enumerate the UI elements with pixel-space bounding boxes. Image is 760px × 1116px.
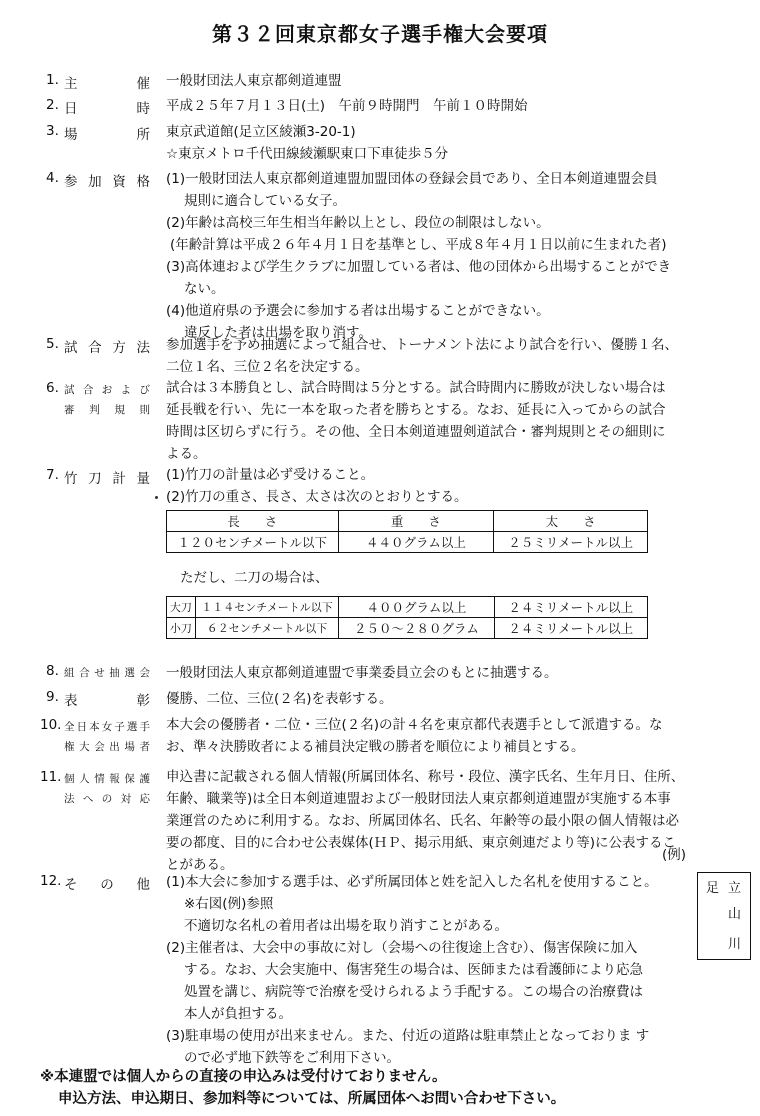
section-label: 全 日 本 女 子 選 手 権 大 会 出 場 者 <box>64 721 150 753</box>
section-body: (1)一般財団法人東京都剣道連盟加盟団体の登録会員であり、全日本剣道連盟会員 規則に適合している女子。 (2)年齢は高校三年生相当年齢以上とし、段位の制限はしない。 (年齢計算は平成２６年４月１日を基準とし、平成８年４月１日以前に生まれた者) (3)高体連および学生クラブに加盟している者は、他の団体から出場することができ ない。 (4)他道府県の予選会に参加する者は出場することができない。 違反した者は出場を取り消す。 <box>166 171 672 341</box>
section-number: 2. <box>46 97 59 113</box>
shinai-spec-table <box>166 510 648 553</box>
section-body: (1)本大会に参加する選手は、必ず所属団体と姓を記入した名札を使用すること。 ※右図(例)参照 不適切な名札の着用者は出場を取り消すことがある。 (2)主催者は、大会中の事故に対し（会場への往復途上含む）、傷害保険に加入 する。なお、大会実施中、傷害発生の場合は、医師または看護師により応急 処置を講じ、病院等で治療を受けられるよう手配する。この場合の治療費は 本人が負担する。 (3)駐車場の使用が出来ません。また、付近の道路は駐車禁止となっておりま す ので必ず地下鉄等をご利用下さい。 <box>166 874 658 1066</box>
page-title: 第３２回東京都女子選手権大会要項 <box>212 22 548 46</box>
note-text: ただし、二刀の場合は、 <box>180 570 329 586</box>
section-label: 試 合 お よ び 審 判 規 則 <box>64 384 150 416</box>
section-body: (1)竹刀の計量は必ず受けること。 (2)竹刀の重さ、長さ、太さは次のとおりとする。 <box>166 467 468 505</box>
table-cell: ４４０グラム以上 <box>338 532 494 553</box>
notice-line-2: 申込方法、申込期日、参加料等については、所属団体へお問い合わせ下さい。 <box>58 1091 566 1107</box>
section-body: 一般財団法人東京都剣道連盟で事業委員立会のもとに抽選する。 <box>166 665 558 681</box>
section-label: 個 人 情 報 保 護 法 へ の 対 応 <box>64 773 150 805</box>
nametag-char: 山 <box>728 907 742 922</box>
section-label: 竹 刀 計 量 <box>64 471 150 487</box>
section-number: 8. <box>46 663 59 679</box>
section-number: 3. <box>46 123 59 139</box>
section-label: 主 催 <box>64 76 150 92</box>
section-body: 東京武道館(足立区綾瀬3-20-1) ☆東京メトロ千代田線綾瀬駅東口下車徒歩５分 <box>166 124 449 162</box>
table-cell: ２４ミリメートル以上 <box>494 618 647 639</box>
stray-mark <box>155 496 158 499</box>
table-cell: ２５０～２８０グラム <box>339 618 494 639</box>
table-cell: 大刀 <box>167 597 196 618</box>
nametag-char: 立 <box>728 881 742 896</box>
section-number: 9. <box>46 689 59 705</box>
section-body: 試合は３本勝負とし、試合時間は５分とする。試合時間内に勝敗が決しない場合は 延長戦を行い、先に一本を取った者を勝ちとする。なお、延長に入ってからの試合 時間は区切らずに行う。その他、全日本剣道連盟剣道試合・審判規則とその細則に よる。 <box>166 380 666 462</box>
section-number: 10. <box>40 717 62 733</box>
section-number: 11. <box>40 769 62 785</box>
table-header: 長 さ <box>167 511 339 532</box>
section-label: 場 所 <box>64 127 150 143</box>
section-number: 7. <box>46 467 59 483</box>
section-label: そ の 他 <box>64 877 150 893</box>
section-label: 表 彰 <box>64 693 150 709</box>
table-cell: １１４センチメートル以下 <box>195 597 338 618</box>
section-body: 申込書に記載される個人情報(所属団体名、称号・段位、漢字氏名、生年月日、住所、 年齢、職業等)は全日本剣道連盟および一般財団法人東京都剣道連盟が実施する本事 業運営のために利用する。なお、所属団体名、氏名、年齢等の最小限の個人情報は必 要の都度、目的に合わせ公表媒体(ＨＰ、掲示用紙、東京剣連だより等)に公表するこ とがある。 <box>166 769 685 873</box>
section-number: 6. <box>46 380 59 396</box>
table-cell: 小刀 <box>167 618 196 639</box>
section-label: 組 合 せ 抽 選 会 <box>64 667 150 679</box>
section-body: 優勝、二位、三位(２名)を表彰する。 <box>166 691 393 707</box>
section-number: 5. <box>46 336 59 352</box>
nametag-char: 川 <box>728 937 742 952</box>
table-header: 重 さ <box>338 511 494 532</box>
section-body: 参加選手を予め抽選によって組合せ、トーナメント法により試合を行い、優勝１名、 二位１名、三位２名を決定する。 <box>166 337 679 375</box>
example-label: (例) <box>662 847 687 863</box>
table-cell: ２４ミリメートル以上 <box>494 597 647 618</box>
section-number: 12. <box>40 873 62 889</box>
section-label: 日 時 <box>64 101 150 117</box>
section-label: 試 合 方 法 <box>64 340 150 356</box>
nametag-example <box>697 872 751 960</box>
table-cell: ４００グラム以上 <box>339 597 494 618</box>
notice-line-1: ※本連盟では個人からの直接の申込みは受付けておりません。 <box>40 1069 447 1085</box>
section-body: 平成２５年７月１３日(土) 午前９時開門 午前１０時開始 <box>166 98 528 114</box>
table-cell: ２５ミリメートル以上 <box>494 532 648 553</box>
nitou-spec-table <box>166 596 648 639</box>
nametag-char: 足 <box>706 881 720 896</box>
section-number: 1. <box>46 72 59 88</box>
table-cell: ６２センチメートル以下 <box>195 618 338 639</box>
table-cell: １２０センチメートル以下 <box>167 532 339 553</box>
table-header: 太 さ <box>494 511 648 532</box>
section-body: 一般財団法人東京都剣道連盟 <box>166 73 342 89</box>
section-number: 4. <box>46 170 59 186</box>
section-label: 参 加 資 格 <box>64 174 150 190</box>
section-body: 本大会の優勝者・二位・三位(２名)の計４名を東京都代表選手として派遣する。な お、準々決勝敗者による補員決定戦の勝者を順位により補員とする。 <box>166 717 663 755</box>
